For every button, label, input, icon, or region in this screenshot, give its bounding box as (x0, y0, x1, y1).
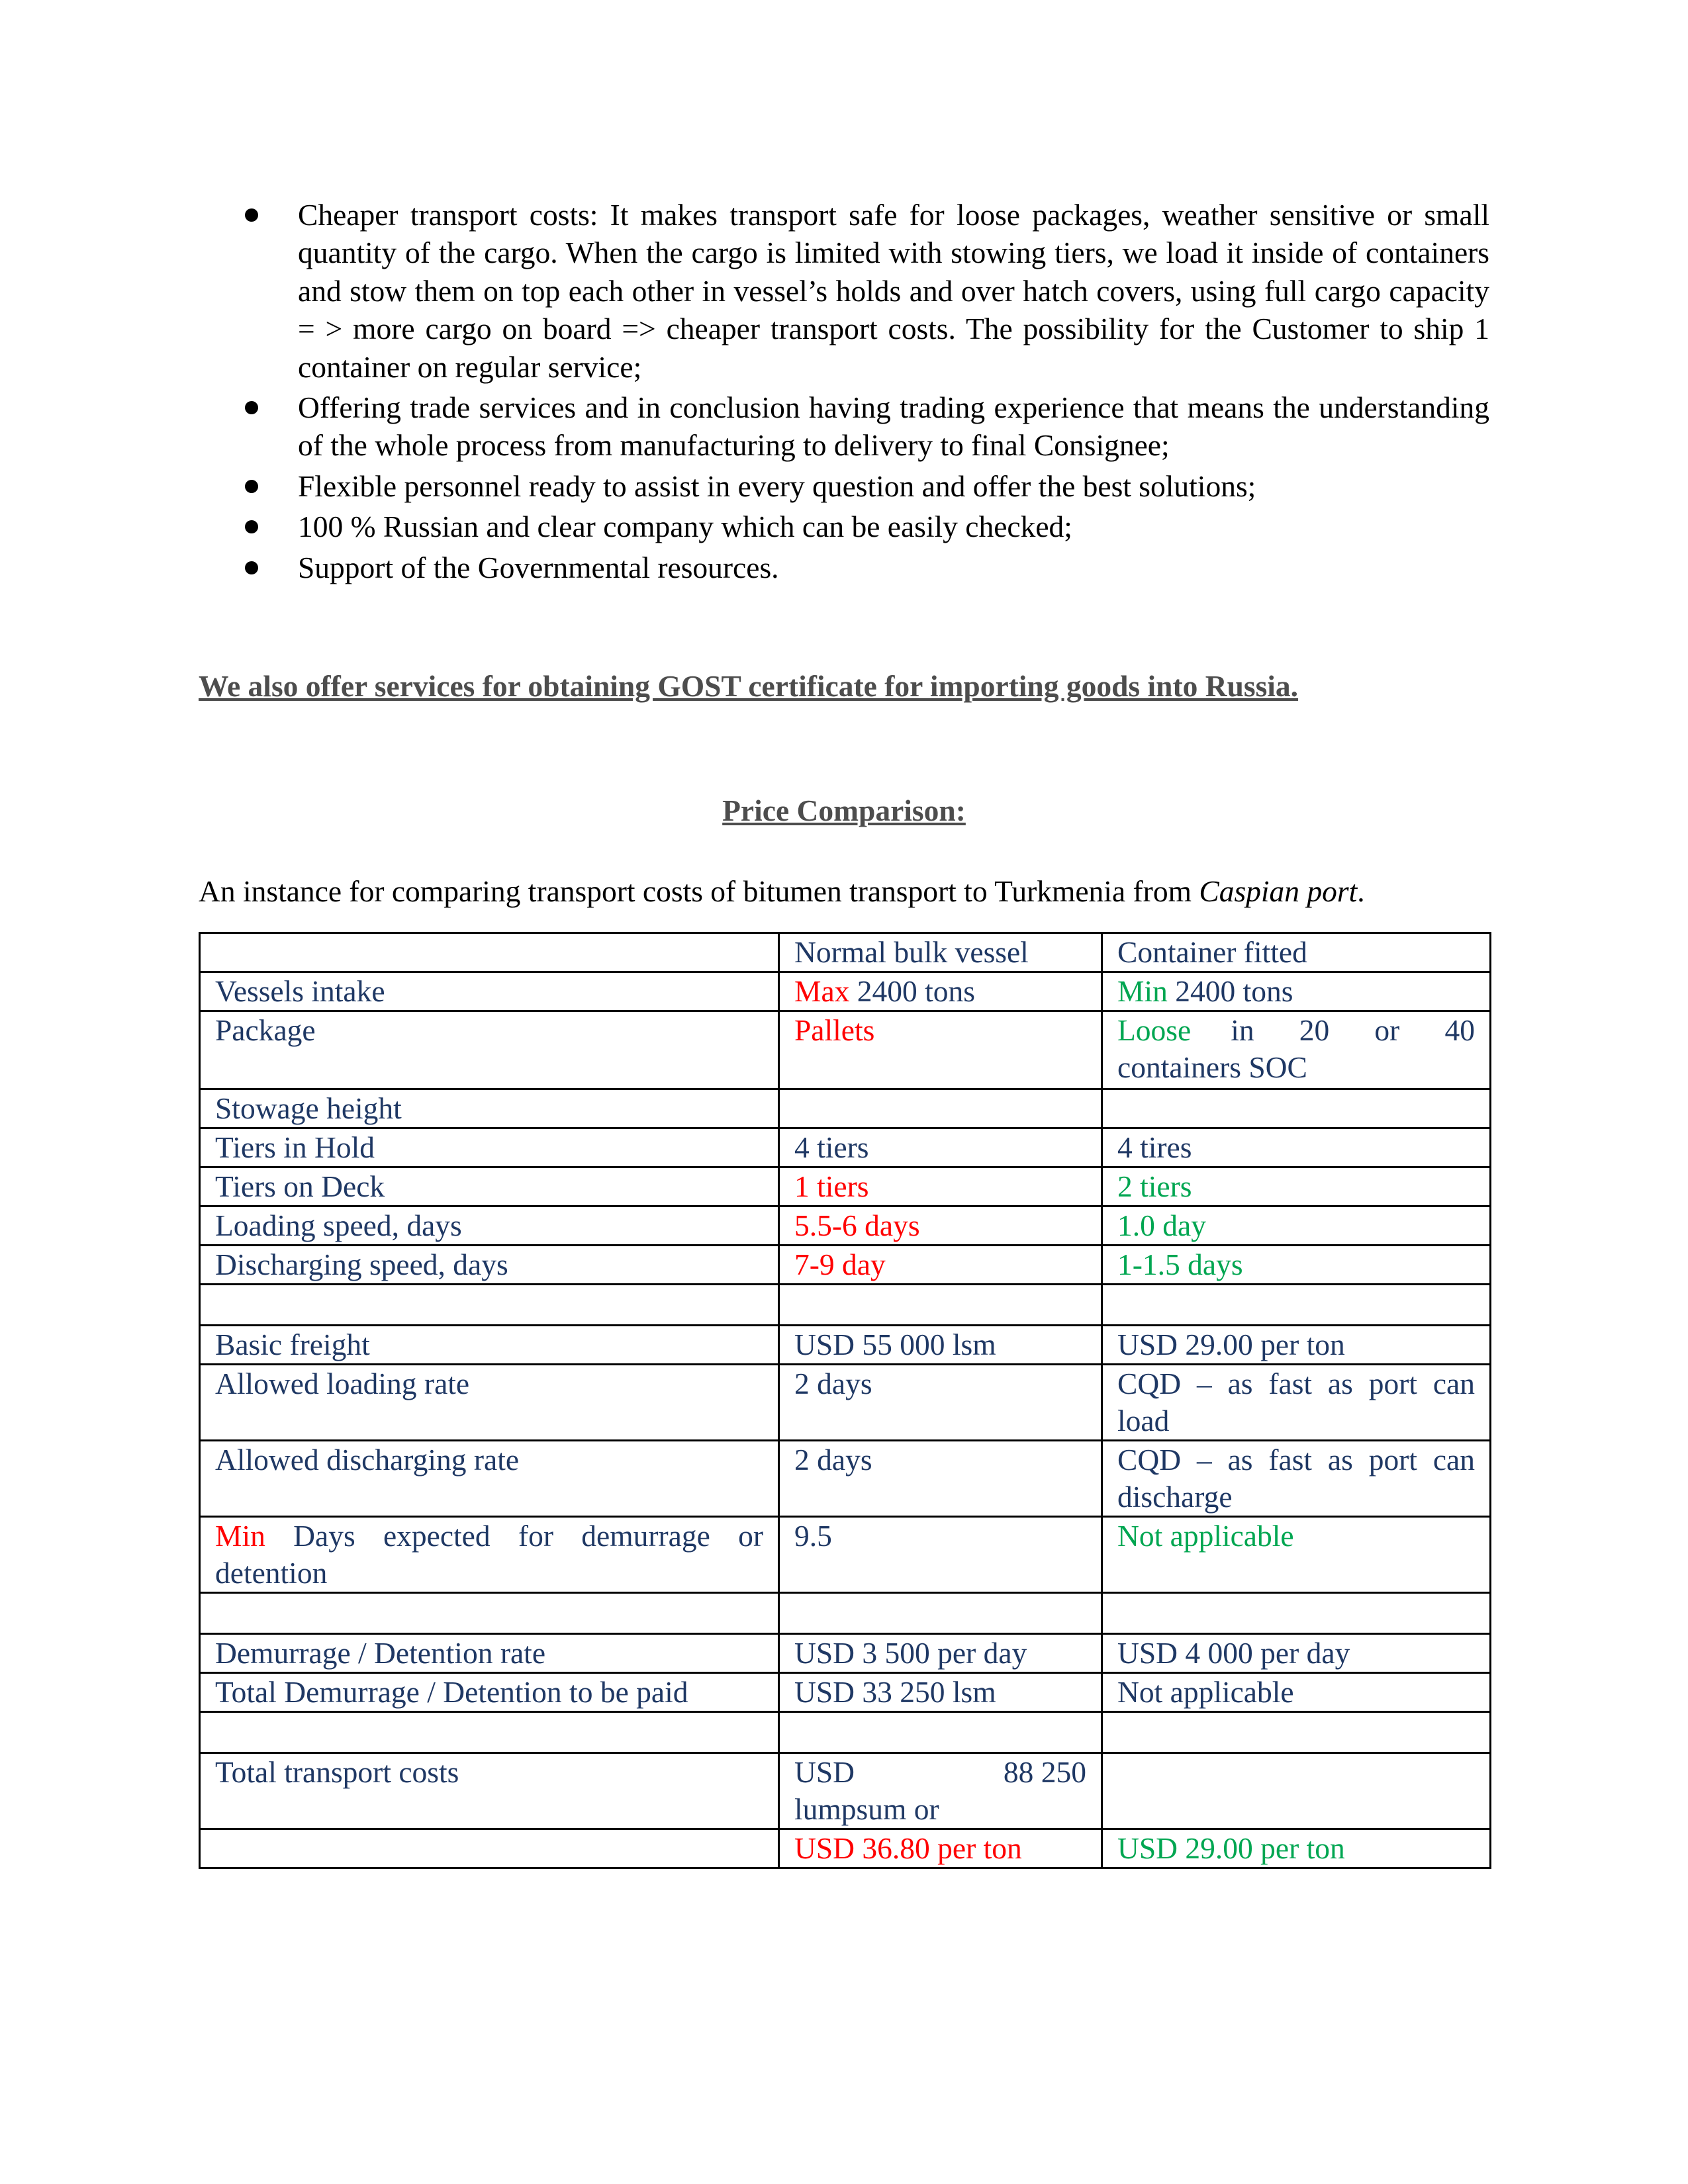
row-label: Allowed discharging rate (200, 1441, 779, 1517)
container-cell: 4 tires (1102, 1128, 1491, 1167)
container-cell: USD 29.00 per ton (1102, 1829, 1491, 1868)
bullet-item (245, 508, 1489, 545)
bullet-item (245, 467, 1489, 505)
container-cell: Not applicable (1102, 1673, 1491, 1712)
table-cell (1102, 1285, 1491, 1326)
bullet-item (245, 549, 1489, 586)
bullet-icon (245, 561, 258, 574)
table-cell (779, 1285, 1102, 1326)
row-label: Vessels intake (200, 972, 779, 1011)
table-cell (779, 1593, 1102, 1634)
table-cell (200, 1712, 779, 1753)
row-label: Loading speed, days (200, 1206, 779, 1246)
bulk-cell: 2 days (779, 1365, 1102, 1441)
table-row-spacer (200, 1712, 1491, 1753)
package-rest: in 20 or 40 (1231, 1013, 1475, 1047)
table-cell (779, 1712, 1102, 1753)
bullet-text: Offering trade services and in conclusion having trading experience that means the understanding of the whole process from manufacturing to delivery to final Consignee; (298, 390, 1489, 463)
intro-text: An instance for comparing transport costs of bitumen transport to Turkmenia from (199, 874, 1199, 908)
max-word: Max (794, 974, 850, 1008)
container-cell: CQD – as fast as port can discharge (1102, 1441, 1491, 1517)
container-cell: 1-1.5 days (1102, 1246, 1491, 1285)
row-label: Discharging speed, days (200, 1246, 779, 1285)
container-cell: 2 tiers (1102, 1167, 1491, 1206)
table-row-spacer (200, 1593, 1491, 1634)
bulk-cell: 9.5 (779, 1517, 1102, 1593)
row-label-text: Days expected for demurrage or detention (215, 1519, 763, 1590)
bullet-text: 100 % Russian and clear company which can be easily checked; (298, 510, 1072, 544)
bullet-icon (245, 208, 258, 222)
bulk-cell: 7-9 day (779, 1246, 1102, 1285)
bulk-cell (779, 1753, 1102, 1829)
container-cell (1102, 1753, 1491, 1829)
table-cell (1102, 1712, 1491, 1753)
intro-sentence (199, 874, 1365, 909)
total-amount: 88 250 (1003, 1755, 1086, 1789)
bulk-cell: Pallets (779, 1011, 1102, 1089)
table-header-bulk: Normal bulk vessel (779, 933, 1102, 972)
table-row (200, 1673, 1491, 1712)
bulk-cell: USD 33 250 lsm (779, 1673, 1102, 1712)
table-row (200, 1517, 1491, 1593)
bulk-cell: USD 55 000 lsm (779, 1326, 1102, 1365)
table-header-container: Container fitted (1102, 933, 1491, 972)
bulk-cell: 1 tiers (779, 1167, 1102, 1206)
bullet-text: Support of the Governmental resources. (298, 550, 779, 584)
bulk-cell: 4 tiers (779, 1128, 1102, 1167)
total-line (794, 1754, 1086, 1791)
bulk-cell: 2 days (779, 1441, 1102, 1517)
table-cell (200, 933, 779, 972)
bullet-item (245, 388, 1489, 465)
row-label (200, 1517, 779, 1593)
container-cell (1102, 1011, 1491, 1089)
table-row (200, 1167, 1491, 1206)
row-label: Package (200, 1011, 779, 1089)
loose-word: Loose (1117, 1013, 1192, 1047)
bulk-cell: 5.5-6 days (779, 1206, 1102, 1246)
row-label: Demurrage / Detention rate (200, 1634, 779, 1673)
table-row (200, 1634, 1491, 1673)
table-cell (1102, 1593, 1491, 1634)
bullet-item (245, 196, 1489, 386)
container-cell (1102, 972, 1491, 1011)
table-row (200, 972, 1491, 1011)
table-row (200, 1365, 1491, 1441)
table-row (200, 1753, 1491, 1829)
container-cell: 1.0 day (1102, 1206, 1491, 1246)
bullet-icon (245, 480, 258, 493)
container-cell: USD 4 000 per day (1102, 1634, 1491, 1673)
row-label: Stowage height (200, 1089, 779, 1128)
package-line2: containers SOC (1117, 1050, 1307, 1084)
bulk-cell (779, 1089, 1102, 1128)
table-cell (200, 1285, 779, 1326)
bullet-icon (245, 520, 258, 533)
bulk-value: 2400 tons (849, 974, 976, 1008)
total-line2: lumpsum or (794, 1792, 939, 1826)
price-comparison-table (199, 932, 1491, 1869)
bulk-cell: USD 36.80 per ton (779, 1829, 1102, 1868)
bullet-icon (245, 401, 258, 414)
bullet-list (245, 196, 1489, 589)
min-word: Min (215, 1519, 265, 1553)
table-row (200, 1441, 1491, 1517)
table-row (200, 1206, 1491, 1246)
package-line (1117, 1012, 1475, 1049)
bullet-text: Cheaper transport costs: It makes transport safe for loose packages, weather sensitive or small quantity of the cargo. When the cargo is limited with stowing tiers, we load it inside of containers and stow them on top each other in vessel’s holds and over hatch covers, using full cargo capacity = > more cargo on board => cheaper transport costs. The possibility for the Customer to ship 1 container on regular service; (298, 198, 1489, 384)
row-label: Tiers on Deck (200, 1167, 779, 1206)
table-row (200, 1089, 1491, 1128)
gost-offer-heading: We also offer services for obtaining GOST certificate for importing goods into Russia. (199, 669, 1299, 703)
container-cell (1102, 1089, 1491, 1128)
table-cell (200, 1593, 779, 1634)
table-header-row (200, 933, 1491, 972)
container-cell: CQD – as fast as port can load (1102, 1365, 1491, 1441)
bulk-cell (779, 972, 1102, 1011)
intro-end: . (1357, 874, 1365, 908)
table-row (200, 1246, 1491, 1285)
row-label: Allowed loading rate (200, 1365, 779, 1441)
row-label (200, 1829, 779, 1868)
container-cell: Not applicable (1102, 1517, 1491, 1593)
table-row (200, 1128, 1491, 1167)
container-value: 2400 tons (1167, 974, 1293, 1008)
bullet-text: Flexible personnel ready to assist in every question and offer the best solutions; (298, 469, 1256, 503)
table-row (200, 1829, 1491, 1868)
table-row (200, 1011, 1491, 1089)
table-row-spacer (200, 1285, 1491, 1326)
container-cell: USD 29.00 per ton (1102, 1326, 1491, 1365)
row-label: Total transport costs (200, 1753, 779, 1829)
table-row (200, 1326, 1491, 1365)
row-label: Total Demurrage / Detention to be paid (200, 1673, 779, 1712)
row-label: Basic freight (200, 1326, 779, 1365)
intro-port: Caspian port (1199, 874, 1358, 908)
row-label: Tiers in Hold (200, 1128, 779, 1167)
bulk-cell: USD 3 500 per day (779, 1634, 1102, 1673)
min-word: Min (1117, 974, 1168, 1008)
price-comparison-title: Price Comparison: (722, 794, 966, 827)
total-currency: USD (794, 1755, 855, 1789)
